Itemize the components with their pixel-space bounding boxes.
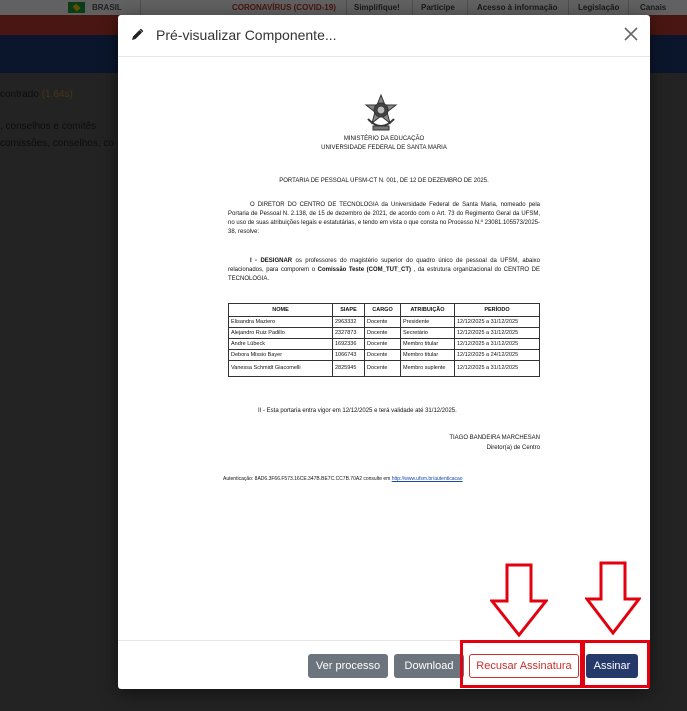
cell-siape: 2327873 bbox=[333, 328, 365, 339]
col-atribuicao: ATRIBUIÇÃO bbox=[401, 304, 455, 317]
cell-atribuicao: Membro titular bbox=[401, 339, 455, 350]
cell-periodo: 12/12/2025 a 31/12/2025 bbox=[455, 317, 540, 328]
members-table bbox=[228, 303, 540, 377]
modal-title: Pré-visualizar Componente... bbox=[156, 27, 337, 43]
doc-signer-role: Diretor(a) de Centro bbox=[486, 445, 540, 451]
cell-siape: 1066743 bbox=[333, 350, 365, 361]
assinar-highlight-box bbox=[582, 640, 650, 688]
cell-siape: 2825945 bbox=[333, 361, 365, 377]
cell-periodo: 12/12/2025 a 31/12/2025 bbox=[455, 361, 540, 377]
modal-header bbox=[118, 15, 650, 57]
cell-cargo: Docente bbox=[365, 350, 401, 361]
auth-link[interactable]: http://www.ufsm.br/autenticacao bbox=[391, 476, 463, 482]
cell-cargo: Docente bbox=[365, 317, 401, 328]
doc-ministry: MINISTÉRIO DA EDUCAÇÃO bbox=[343, 136, 425, 142]
cell-nome: Debora Missio Bayer bbox=[229, 350, 333, 361]
table-row bbox=[229, 350, 540, 361]
cell-nome: Vanessa Schmidt Giacomelli bbox=[229, 361, 333, 377]
coat-of-arms-icon bbox=[364, 93, 398, 133]
table-row bbox=[229, 328, 540, 339]
close-icon[interactable] bbox=[622, 25, 640, 43]
recusar-assinatura-button[interactable]: Recusar Assinatura bbox=[469, 654, 579, 678]
doc-portaria-title: PORTARIA DE PESSOAL UFSM-CT N. 001, DE 12 DE DEZEMBRO DE 2025. bbox=[279, 178, 489, 184]
pencil-icon bbox=[130, 28, 144, 42]
cell-siape: 1692336 bbox=[333, 339, 365, 350]
preview-modal bbox=[118, 15, 650, 689]
cell-periodo: 12/12/2025 a 31/12/2025 bbox=[455, 328, 540, 339]
cell-atribuicao: Membro suplente bbox=[401, 361, 455, 377]
doc-paragraph-2 bbox=[228, 257, 540, 284]
col-cargo: CARGO bbox=[365, 304, 401, 317]
cell-cargo: Docente bbox=[365, 328, 401, 339]
cell-atribuicao: Membro titular bbox=[401, 350, 455, 361]
cell-nome: Alejandro Ruiz Padillo bbox=[229, 328, 333, 339]
ver-processo-button[interactable]: Ver processo bbox=[308, 654, 388, 678]
doc-authentication bbox=[223, 475, 463, 484]
arrow-down-icon bbox=[490, 563, 548, 637]
cell-nome: Elisandra Maziero bbox=[229, 317, 333, 328]
table-row bbox=[229, 339, 540, 350]
cell-siape: 2963332 bbox=[333, 317, 365, 328]
doc-paragraph-3: II - Esta portaria entra vigor em 12/12/2025 e terá validade até 31/12/2025. bbox=[258, 408, 457, 414]
col-periodo: PERÍODO bbox=[455, 304, 540, 317]
recusar-highlight-box bbox=[460, 640, 583, 688]
cell-cargo: Docente bbox=[365, 339, 401, 350]
col-nome: NOME bbox=[229, 304, 333, 317]
doc-university: UNIVERSIDADE FEDERAL DE SANTA MARIA bbox=[321, 145, 447, 151]
doc-paragraph-1: O DIRETOR DO CENTRO DE TECNOLOGIA da Universidade Federal de Santa Maria, nomeado pela Portaria de Pessoal N. 2.138, de 15 de dezembro de 2021, de acordo com o Art. 73 do Regimento Geral da UFSM, no uso de suas atribuições legais e estatutárias, e tendo em vista o que consta no Processo N.º 23081.105573/2025-38, resolve: bbox=[228, 202, 540, 235]
col-siape: SIAPE bbox=[333, 304, 365, 317]
cell-periodo: 12/12/2025 a 24/12/2025 bbox=[455, 350, 540, 361]
table-row bbox=[229, 361, 540, 377]
doc-comissao: Comissão Teste (COM_TUT_CT) bbox=[317, 267, 411, 273]
cell-periodo: 12/12/2025 a 31/12/2025 bbox=[455, 339, 540, 350]
table-header-row bbox=[229, 304, 540, 317]
table-row bbox=[229, 317, 540, 328]
cell-atribuicao: Secretário bbox=[401, 328, 455, 339]
document-page bbox=[118, 57, 650, 640]
cell-cargo: Docente bbox=[365, 361, 401, 377]
doc-designar: I - DESIGNAR bbox=[250, 258, 293, 264]
doc-signer-name: TIAGO BANDEIRA MARCHESAN bbox=[449, 435, 540, 441]
arrow-down-icon bbox=[585, 561, 641, 635]
auth-text: Autenticação: 8AD6.3F66.F573.16CE.347B.BE7C.CC7B.70A2 consulte em bbox=[223, 476, 392, 482]
document-preview bbox=[118, 57, 650, 640]
doc-para2-a: os professores do magistério superior do quadro único de pessoal da UFSM, abaixo relacionados, para comporem o bbox=[228, 258, 540, 273]
cell-atribuicao: Presidente bbox=[401, 317, 455, 328]
doc-para2-b: , da estrutura organizacional do CENTRO DE TECNOLOGIA. bbox=[228, 267, 540, 282]
assinar-button[interactable]: Assinar bbox=[586, 654, 638, 678]
cell-nome: Andre Lübeck bbox=[229, 339, 333, 350]
download-button[interactable]: Download bbox=[394, 654, 464, 678]
